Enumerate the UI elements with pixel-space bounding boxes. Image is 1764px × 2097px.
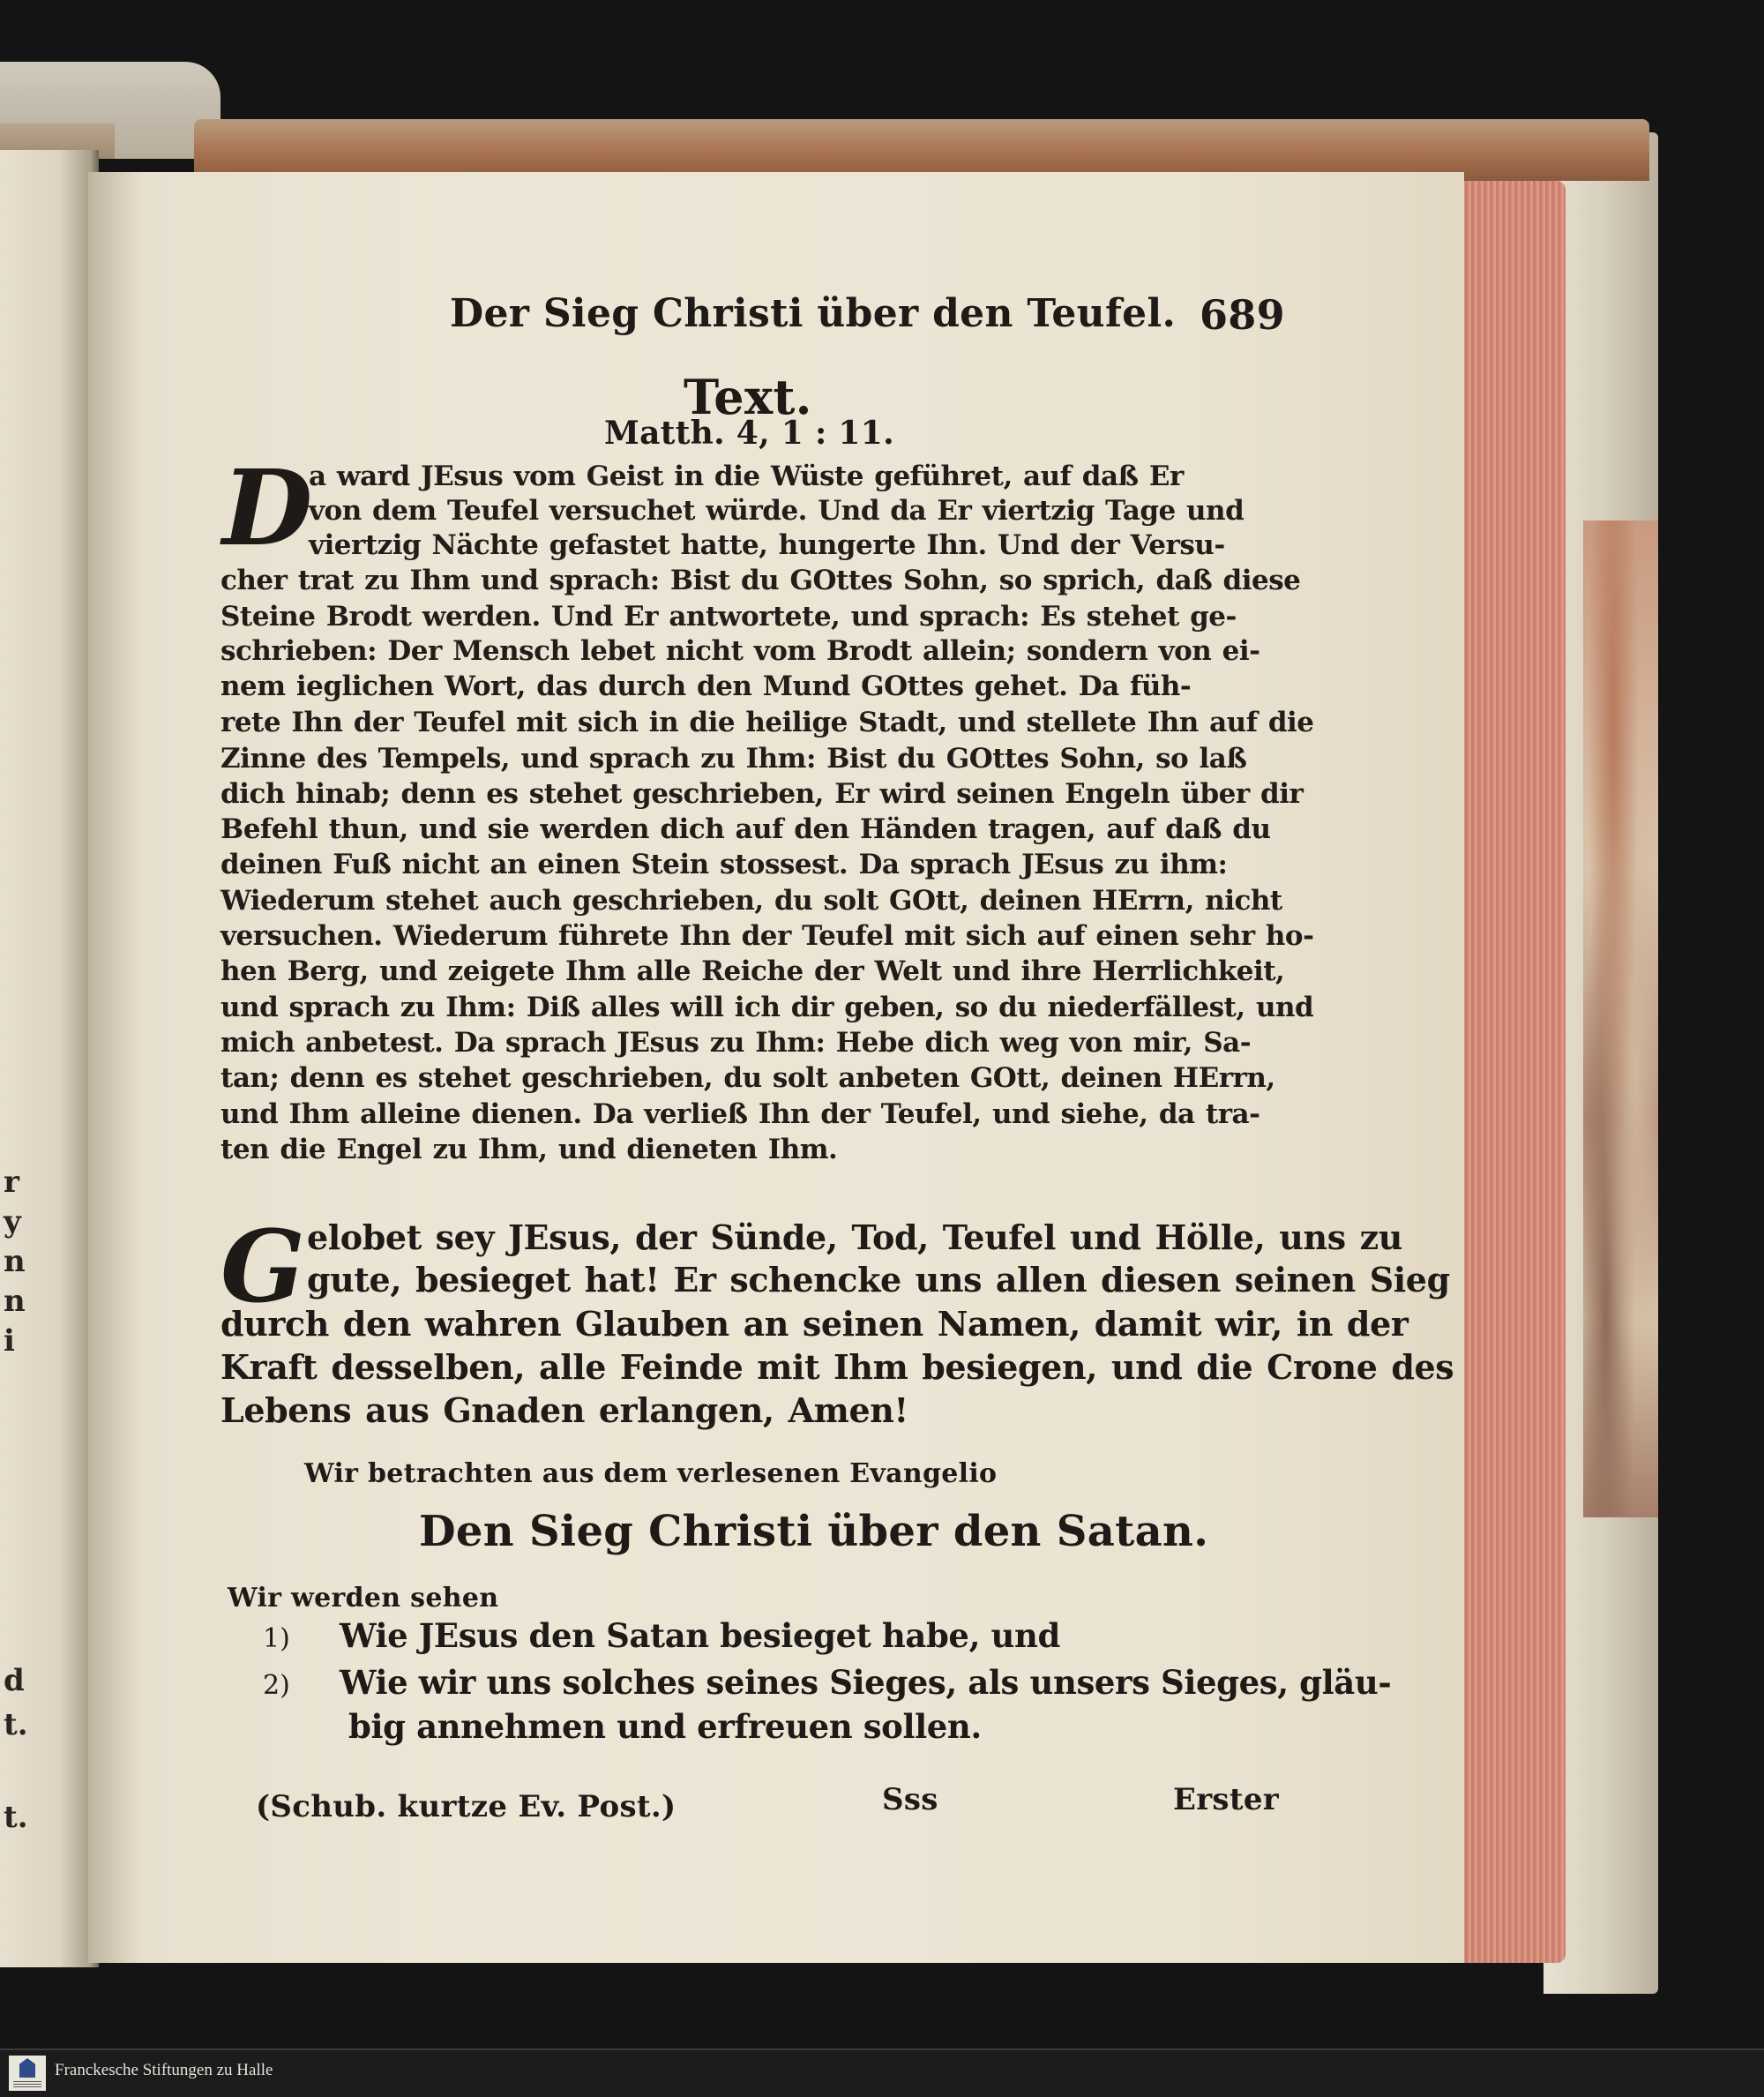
text-line: deinen Fuß nicht an einen Stein stossest. Da sprach JEsus zu ihm: (220, 849, 1228, 880)
point-text: Wie JEsus den Satan besieget habe, und (340, 1616, 1061, 1655)
point-number: 2) (263, 1670, 290, 1701)
red-page-edges (1460, 181, 1566, 1963)
text-line: und sprach zu Ihm: Diß alles will ich dir geben, so du niederfällest, und (220, 992, 1314, 1023)
text-line: mich anbetest. Da sprach JEsus zu Ihm: Hebe dich weg von mir, Sa- (220, 1027, 1252, 1059)
left-page-fragment: y (4, 1204, 21, 1239)
left-page-fragment: d (4, 1663, 25, 1698)
points-lead: Wir werden sehen (228, 1583, 499, 1614)
text-line: Zinne des Tempels, und sprach zu Ihm: Bist du GOttes Sohn, so laß (220, 743, 1247, 775)
text-line: schrieben: Der Mensch lebet nicht vom Brodt allein; sondern von ei- (220, 635, 1260, 667)
source-note: (Schub. kurtze Ev. Post.) (256, 1789, 676, 1824)
text-line: Steine Brodt werden. Und Er antwortete, und sprach: Es stehet ge- (220, 601, 1237, 633)
institution-logo-icon (9, 2056, 46, 2091)
point-number: 1) (263, 1623, 290, 1654)
page-number: 689 (1200, 291, 1285, 339)
prayer-line: elobet sey JEsus, der Sünde, Tod, Teufel und Hölle, uns zu (307, 1217, 1402, 1257)
text-line: dich hinab; denn es stehet geschrieben, Er wird seinen Engeln über dir (220, 778, 1304, 810)
prayer-line: durch den wahren Glauben an seinen Namen, damit wir, in der (220, 1304, 1409, 1344)
prayer-line: Lebens aus Gnaden erlangen, Amen! (220, 1390, 908, 1430)
left-page-fragment: t. (4, 1800, 28, 1835)
text-line: nem ieglichen Wort, das durch den Mund GOttes gehet. Da füh- (220, 670, 1192, 702)
signature-mark: Sss (882, 1782, 938, 1817)
theme-title: Den Sieg Christi über den Satan. (419, 1507, 1209, 1556)
bible-reference: Matth. 4, 1 : 11. (604, 415, 894, 452)
left-page-fragment: t. (4, 1707, 28, 1742)
prayer-line: gute, besieget hat! Er schencke uns allen diesen seinen Sieg (307, 1260, 1450, 1299)
footer-bar (0, 2048, 1764, 2097)
text-line: tan; denn es stehet geschrieben, du solt anbeten GOtt, deinen HErrn, (220, 1062, 1275, 1094)
text-line: Wiederum stehet auch geschrieben, du solt GOtt, deinen HErrn, nicht (220, 885, 1282, 917)
text-line: rete Ihn der Teufel mit sich in die heilige Stadt, und stellete Ihn auf die (220, 707, 1314, 738)
marbled-endpaper (1583, 521, 1658, 1517)
point-text: Wie wir uns solches seines Sieges, als unsers Sieges, gläu- (340, 1663, 1392, 1702)
prayer-line: Kraft desselben, alle Feinde mit Ihm besiegen, und die Crone des (220, 1347, 1454, 1387)
institution-caption: Franckesche Stiftungen zu Halle (55, 2061, 273, 2079)
drop-cap: D (222, 446, 313, 569)
section-title: Text. (684, 369, 812, 425)
running-head: Der Sieg Christi über den Teufel. (450, 291, 1177, 336)
text-line: hen Berg, und zeigete Ihm alle Reiche der Welt und ihre Herrlichkeit, (220, 955, 1285, 987)
left-page-fragment: r (4, 1165, 19, 1200)
text-line: ten die Engel zu Ihm, und dieneten Ihm. (220, 1134, 838, 1165)
logo-mark (19, 2058, 35, 2078)
text-line: a ward JEsus vom Geist in die Wüste geführet, auf daß Er (309, 461, 1184, 492)
text-line: cher trat zu Ihm und sprach: Bist du GOttes Sohn, so sprich, daß diese (220, 565, 1301, 596)
text-line: versuchen. Wiederum führete Ihn der Teufel mit sich auf einen sehr ho- (220, 920, 1314, 952)
text-line: von dem Teufel versuchet würde. Und da Er viertzig Tage und (309, 495, 1245, 527)
point-text: big annehmen und erfreuen sollen. (348, 1707, 982, 1746)
left-page-fragment: i (4, 1323, 15, 1359)
left-page-fragment: n (4, 1284, 26, 1319)
catchword: Erster (1173, 1782, 1280, 1817)
text-line: und Ihm alleine dienen. Da verließ Ihn der Teufel, und siehe, da tra- (220, 1098, 1260, 1130)
logo-lines (13, 2081, 41, 2088)
theme-intro: Wir betrachten aus dem verlesenen Evangelio (304, 1458, 998, 1489)
text-line: viertzig Nächte gefastet hatte, hungerte Ihn. Und der Versu- (309, 529, 1225, 561)
left-page-fragment: n (4, 1244, 26, 1279)
left-page (0, 150, 99, 1967)
text-line: Befehl thun, und sie werden dich auf den Händen tragen, auf daß du (220, 813, 1271, 845)
drop-cap: G (220, 1210, 305, 1325)
